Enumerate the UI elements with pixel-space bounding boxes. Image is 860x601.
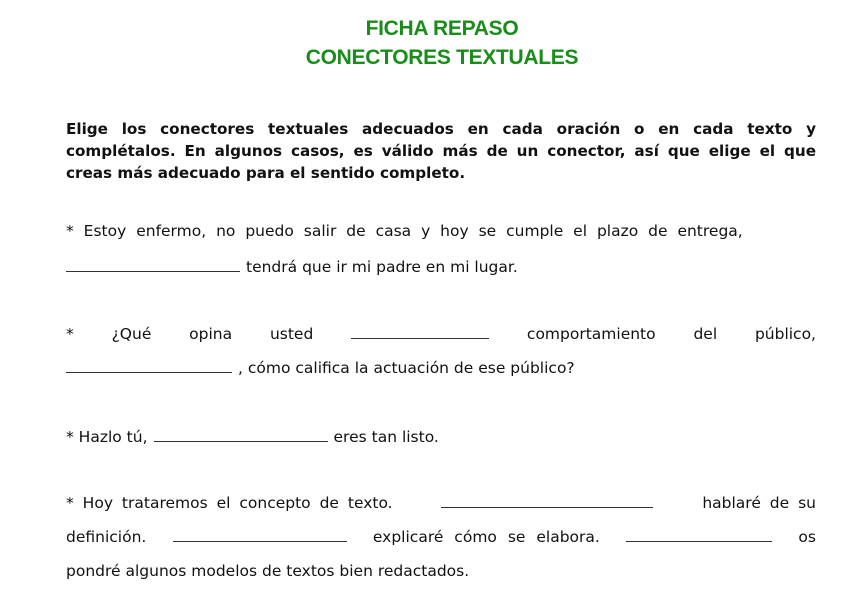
word: comportamiento [526,325,656,343]
exercise-4-text-5: os [798,528,816,546]
exercise-4-text-2: hablaré de su [702,494,816,512]
answer-blank[interactable] [66,358,232,373]
word: usted [269,325,314,343]
exercise-1-line-1: * Estoy enfermo, no puedo salir de casa y hoy se cumple el plazo de entrega, [66,222,743,240]
exercise-4-text-3: definición. [66,528,147,546]
worksheet-title: FICHA REPASO [365,17,519,40]
word: ¿Qué [111,325,152,343]
exercise-3-text-after: eres tan listo. [333,428,439,446]
exercise-1-line-2 [66,257,816,276]
answer-blank[interactable] [66,257,240,272]
exercise-4-text-1: * Hoy trataremos el concepto de texto. [66,494,393,512]
exercise-4-line-1 [66,493,816,512]
word: público, [754,325,816,343]
exercise-4-line-2 [66,527,816,546]
exercise-2-line-2 [66,358,816,377]
answer-blank[interactable] [154,427,328,442]
exercise-3-line [66,427,816,446]
exercise-4-text-4: explicaré cómo se elabora. [372,528,600,546]
exercise-4-line-3: pondré algunos modelos de textos bien redactados. [66,562,470,580]
word: del [693,325,718,343]
exercise-1-text: tendrá que ir mi padre en mi lugar. [246,258,518,276]
answer-blank[interactable] [351,324,489,339]
exercise-2-line-1 [66,324,816,343]
word: opina [189,325,233,343]
worksheet-subtitle: CONECTORES TEXTUALES [305,46,579,69]
answer-blank[interactable] [626,527,772,542]
bullet-asterisk: * [66,325,74,343]
exercise-3-text-before: * Hazlo tú, [66,428,148,446]
answer-blank[interactable] [173,527,347,542]
answer-blank[interactable] [441,493,653,508]
instructions-paragraph: Elige los conectores textuales adecuados en cada oración o en cada texto y complétalos. En algunos casos, es válido más de un conector, así que elige el que creas más adecuado para el sentido completo. [66,120,816,182]
exercise-2-text: , cómo califica la actuación de ese público? [238,359,575,377]
